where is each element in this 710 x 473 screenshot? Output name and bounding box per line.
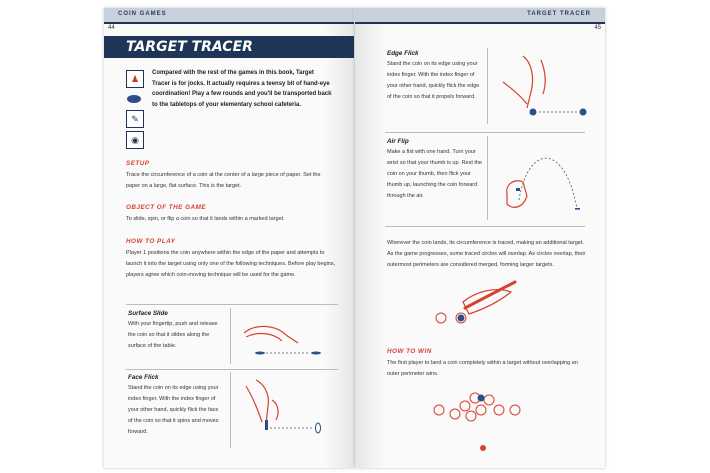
targets-illustration [431, 388, 541, 458]
air-flip-text: Make a fist with one hand. Turn your wrist so that your thumb is up. Rest the coin on your thumb, then flick your thumb up, launching the coin forward through the air. [387, 149, 483, 199]
title-banner [104, 36, 354, 58]
running-head-left [104, 8, 354, 22]
face-flick-text: Stand the coin on its edge using your index finger. With the index finger of your other hand, quickly flick the face of the coin so that it spins and moves forward. [128, 385, 219, 435]
howto-text: Player 1 positions the coin anywhere within the edge of the paper and attempts to launch it into the target using only one of the following techniques. Before play begins, players agree which coin-moving technique will be used for the game. [126, 250, 336, 278]
howto-heading: HOW TO PLAY [126, 238, 176, 245]
surface-slide-title: Surface Slide [128, 310, 168, 317]
howto-win-text: The first player to land a coin completely within a target without overlapping an outer perimeter wins. [387, 360, 578, 377]
column-divider [230, 308, 231, 364]
air-flip-illustration [493, 138, 593, 220]
right-page [355, 8, 605, 468]
column-divider [487, 136, 488, 220]
setup-text: Trace the circumference of a coin at the center of a large piece of paper. Set the paper on a large, flat surface. This is the target. [126, 172, 321, 189]
equipment-icons [126, 70, 144, 152]
setup-heading: SETUP [126, 160, 150, 167]
running-head-rule [104, 22, 354, 24]
running-head-label: COIN GAMES [118, 11, 167, 17]
page-title: TARGET TRACER [126, 39, 253, 55]
divider [126, 304, 338, 305]
object-text: To slide, spin, or flip a coin so that it lands within a marked target. [126, 216, 285, 222]
face-flick-illustration [236, 376, 326, 446]
face-flick-title: Face Flick [128, 374, 159, 381]
surface-slide-illustration [236, 313, 326, 363]
object-heading: OBJECT OF THE GAME [126, 204, 207, 211]
edge-flick-title: Edge Flick [387, 50, 419, 57]
divider [385, 226, 585, 227]
running-head-rule [355, 22, 605, 24]
divider [385, 132, 585, 133]
air-flip-title: Air Flip [387, 138, 409, 145]
edge-flick-text: Stand the coin on its edge using your index finger. With the index finger of your other hand, quickly flick the edge of the coin so that it propels forward. [387, 61, 480, 100]
page-number: 44 [108, 25, 115, 31]
edge-flick-illustration [493, 52, 593, 122]
column-divider [487, 48, 488, 124]
trace-paragraph: Wherever the coin lands, its circumference is traced, making an additional target. As the game progresses, some traced circles will overlap. As circles overlap, their outermost perimeters are considered merged, forming larger targets. [387, 240, 586, 268]
running-head-label: TARGET TRACER [527, 11, 591, 17]
target-icon: ◉ [126, 131, 144, 149]
left-page [104, 8, 354, 468]
players-icon: ♟ [126, 70, 144, 88]
surface-slide-text: With your fingertip, push and release the coin so that it slides along the surface of the table. [128, 321, 218, 349]
coin-icon [126, 91, 142, 107]
intro-paragraph: Compared with the rest of the games in this book, Target Tracer is for jocks. It actually requires a teensy bit of hand-eye coordination! Play a few rounds and you'll be transported back to the tabletops of your elementary school cafeteria. [152, 70, 332, 108]
paper-icon: ✎ [126, 110, 144, 128]
howto-win-heading: HOW TO WIN [387, 348, 432, 355]
tracing-illustration [435, 278, 535, 338]
running-head-right [355, 8, 605, 22]
page-number: 45 [594, 25, 601, 31]
divider [126, 369, 338, 370]
column-divider [230, 372, 231, 448]
